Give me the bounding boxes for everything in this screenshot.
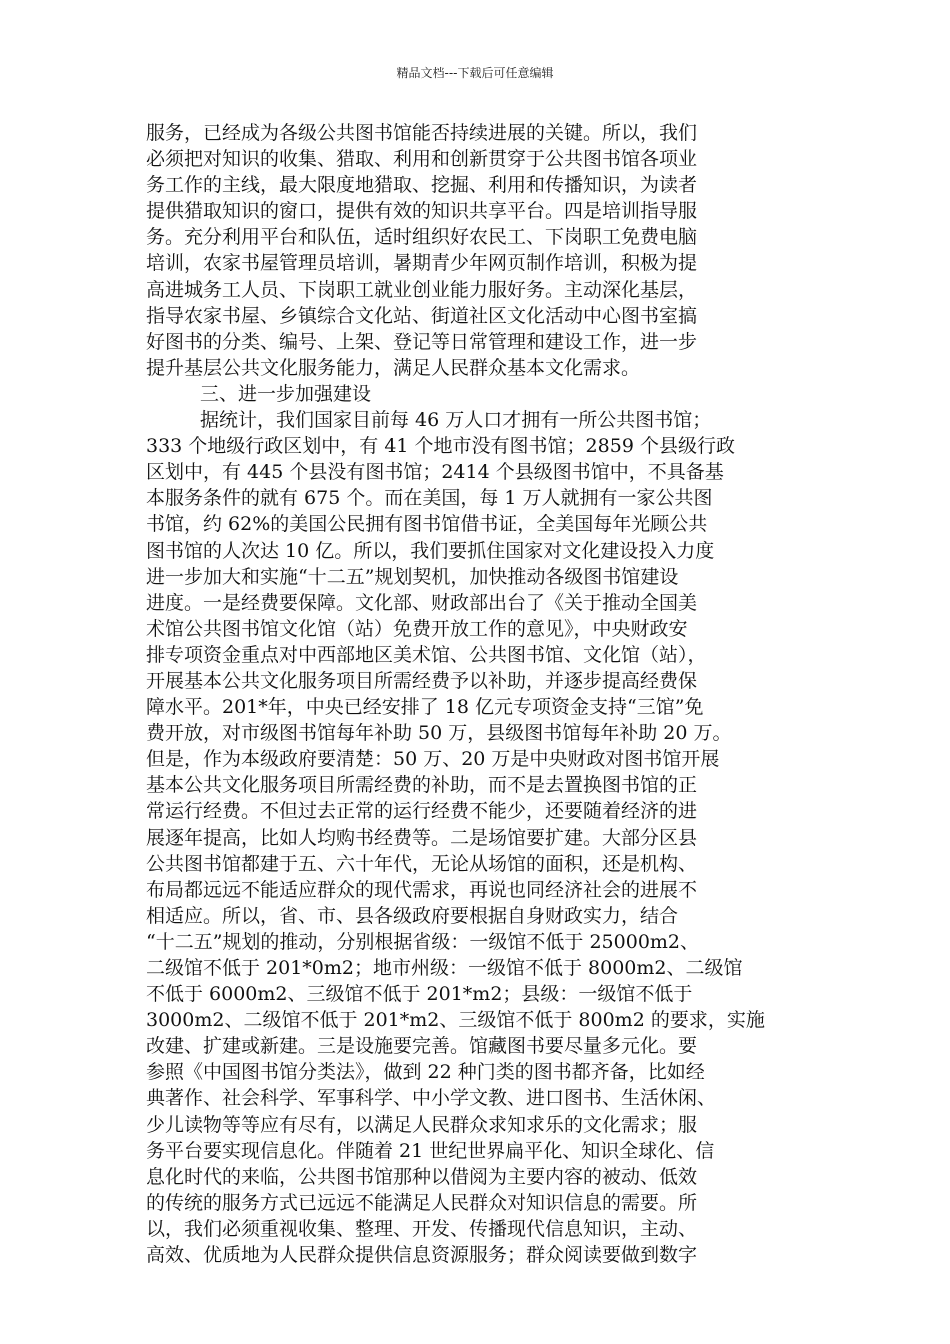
- text-line: 高效、优质地为人民群众提供信息资源服务；群众阅读要做到数字: [146, 1244, 698, 1267]
- text-line: 本服务条件的就有 675 个。而在美国，每 1 万人就拥有一家公共图: [146, 487, 713, 510]
- text-line: 开展基本公共文化服务项目所需经费予以补助，并逐步提高经费保: [146, 669, 698, 692]
- text-line: 3000m2、二级馆不低于 201*m2、三级馆不低于 800m2 的要求，实施: [146, 1009, 765, 1032]
- text-line: 必须把对知识的收集、猎取、利用和创新贯穿于公共图书馆各项业: [146, 148, 698, 171]
- text-line: 333 个地级行政区划中，有 41 个地市没有图书馆；2859 个县级行政: [146, 435, 735, 458]
- text-line: 据统计，我们国家目前每 46 万人口才拥有一所公共图书馆；: [200, 409, 712, 432]
- text-line: 不低于 6000m2、三级馆不低于 201*m2；县级：一级馆不低于: [146, 983, 693, 1006]
- text-line: 障水平。201*年，中央已经安排了 18 亿元专项资金支持“三馆”免: [146, 696, 704, 719]
- text-line: 少儿读物等等应有尽有，以满足人民群众求知求乐的文化需求；服: [146, 1113, 698, 1136]
- text-line: 相适应。所以，省、市、县各级政府要根据自身财政实力，结合: [146, 904, 679, 927]
- text-line: 典著作、社会科学、军事科学、中小学文教、进口图书、生活休闲、: [146, 1087, 717, 1110]
- text-line: 区划中，有 445 个县没有图书馆；2414 个县级图书馆中，不具备基: [146, 461, 724, 484]
- text-line: “十二五”规划的推动，分别根据省级：一级馆不低于 25000m2、: [146, 930, 700, 953]
- text-line: 进一步加大和实施“十二五”规划契机，加快推动各级图书馆建设: [146, 565, 679, 588]
- text-line: 高进城务工人员、下岗职工就业创业能力服好务。主动深化基层，: [146, 278, 698, 301]
- text-line: 进度。一是经费要保障。文化部、财政部出台了《关于推动全国美: [146, 591, 698, 614]
- page-header: 精品文档---下载后可任意编辑: [396, 66, 554, 80]
- text-line: 基本公共文化服务项目所需经费的补助，而不是去置换图书馆的正: [146, 774, 698, 797]
- text-line: 指导农家书屋、乡镇综合文化站、街道社区文化活动中心图书室搞: [146, 304, 698, 327]
- text-line: 参照《中国图书馆分类法》，做到 22 种门类的图书都齐备，比如经: [146, 1061, 705, 1084]
- text-line: 三、进一步加强建设: [200, 382, 372, 405]
- text-line: 的传统的服务方式已远远不能满足人民群众对知识信息的需要。所: [146, 1191, 698, 1214]
- text-line: 术馆公共图书馆文化馆（站）免费开放工作的意见》，中央财政安: [146, 617, 688, 640]
- text-line: 好图书的分类、编号、上架、登记等日常管理和建设工作，进一步: [146, 330, 698, 353]
- text-line: 费开放，对市级图书馆每年补助 50 万，县级图书馆每年补助 20 万。: [146, 722, 732, 745]
- text-line: 展逐年提高，比如人均购书经费等。二是场馆要扩建。大部分区县: [146, 826, 698, 849]
- text-line: 常运行经费。不但过去正常的运行经费不能少，还要随着经济的进: [146, 800, 698, 823]
- text-line: 以，我们必须重视收集、整理、开发、传播现代信息知识，主动、: [146, 1217, 698, 1240]
- text-line: 提供猎取知识的窗口，提供有效的知识共享平台。四是培训指导服: [146, 200, 698, 223]
- text-line: 息化时代的来临，公共图书馆那种以借阅为主要内容的被动、低效: [146, 1165, 698, 1188]
- text-line: 务。充分利用平台和队伍，适时组织好农民工、下岗职工免费电脑: [146, 226, 698, 249]
- text-line: 书馆，约 62%的美国公民拥有图书馆借书证，全美国每年光顾公共: [146, 513, 708, 536]
- text-line: 公共图书馆都建于五、六十年代，无论从场馆的面积，还是机构、: [146, 852, 698, 875]
- text-line: 二级馆不低于 201*0m2；地市州级：一级馆不低于 8000m2、二级馆: [146, 957, 743, 979]
- text-line: 但是，作为本级政府要清楚：50 万、20 万是中央财政对图书馆开展: [146, 748, 720, 771]
- document-body: [146, 120, 810, 1268]
- text-line: 务平台要实现信息化。伴随着 21 世纪世界扁平化、知识全球化、信: [146, 1139, 715, 1162]
- text-line: 图书馆的人次达 10 亿。所以，我们要抓住国家对文化建设投入力度: [146, 539, 715, 562]
- text-line: 提升基层公共文化服务能力，满足人民群众基本文化需求。: [146, 356, 641, 379]
- text-line: 改建、扩建或新建。三是设施要完善。馆藏图书要尽量多元化。要: [146, 1035, 698, 1058]
- text-line: 布局都远远不能适应群众的现代需求，再说也同经济社会的进展不: [146, 878, 698, 901]
- text-line: 培训，农家书屋管理员培训，暑期青少年网页制作培训，积极为提: [146, 252, 698, 275]
- text-line: 排专项资金重点对中西部地区美术馆、公共图书馆、文化馆（站），: [146, 643, 707, 666]
- text-line: 服务，已经成为各级公共图书馆能否持续进展的关键。所以，我们: [146, 122, 698, 144]
- text-line: 务工作的主线，最大限度地猎取、挖掘、利用和传播知识，为读者: [146, 174, 698, 197]
